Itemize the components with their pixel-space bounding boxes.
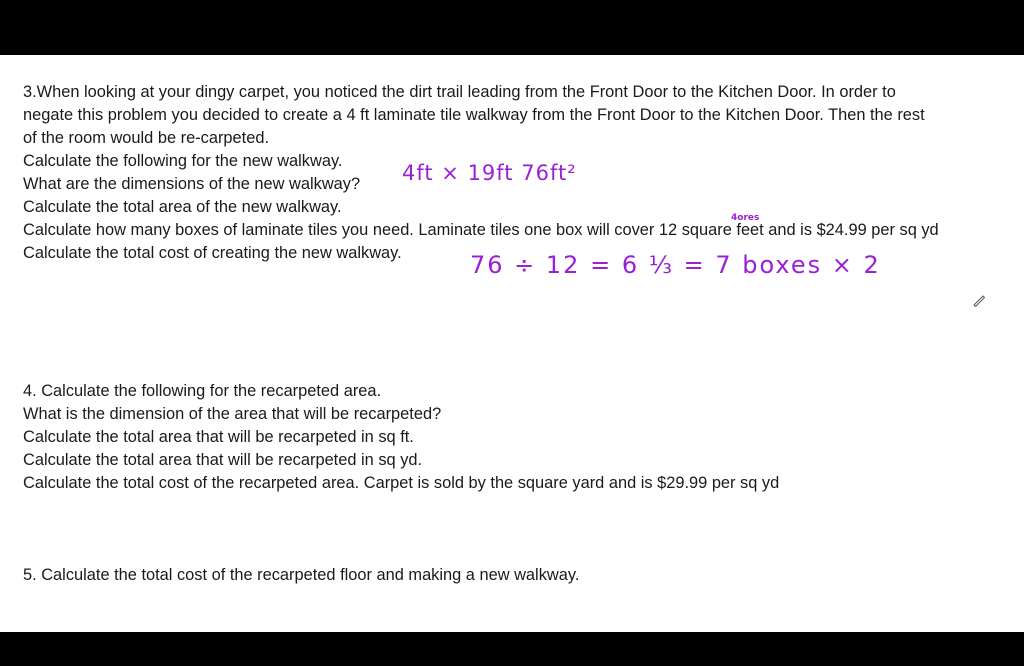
problem3-line3: of the room would be re-carpeted. <box>23 129 269 147</box>
problem3-question-boxes: Calculate how many boxes of laminate tiles you need. Laminate tiles one box will cover 12 square feet and is $24.99 per sq yd <box>23 221 939 239</box>
problem4-question-dimension: What is the dimension of the area that will be recarpeted? <box>23 405 442 423</box>
handwritten-note: 4ores <box>731 213 760 223</box>
problem3-question-area: Calculate the total area of the new walkway. <box>23 198 342 216</box>
pen-cursor-icon <box>972 293 986 307</box>
problem4-question-area-sqft: Calculate the total area that will be recarpeted in sq ft. <box>23 428 414 446</box>
problem4-question-area-sqyd: Calculate the total area that will be recarpeted in sq yd. <box>23 451 423 469</box>
problem5-line1: 5. Calculate the total cost of the recarpeted floor and making a new walkway. <box>23 566 580 584</box>
problem3-line2: negate this problem you decided to create a 4 ft laminate tile walkway from the Front Door to the Kitchen Door. Then the rest <box>23 106 925 124</box>
problem3-line4: Calculate the following for the new walkway. <box>23 152 343 170</box>
problem3-line1: 3.When looking at your dingy carpet, you noticed the dirt trail leading from the Front Door to the Kitchen Door. In order to <box>23 83 896 101</box>
problem4-question-cost: Calculate the total cost of the recarpeted area. Carpet is sold by the square yard and is $29.99 per sq yd <box>23 474 780 492</box>
handwritten-dimensions-answer: 4ft × 19ft 76ft² <box>402 161 577 185</box>
problem3-question-dimensions: What are the dimensions of the new walkway? <box>23 175 361 193</box>
problem3-question-cost: Calculate the total cost of creating the new walkway. <box>23 244 402 262</box>
bottom-letterbox-bar <box>0 632 1024 666</box>
document-page <box>0 55 1024 632</box>
problem4-line1: 4. Calculate the following for the recarpeted area. <box>23 382 382 400</box>
top-letterbox-bar <box>0 0 1024 55</box>
handwritten-boxes-calculation: 76 ÷ 12 = 6 ⅓ = 7 boxes × 2 <box>470 251 881 279</box>
